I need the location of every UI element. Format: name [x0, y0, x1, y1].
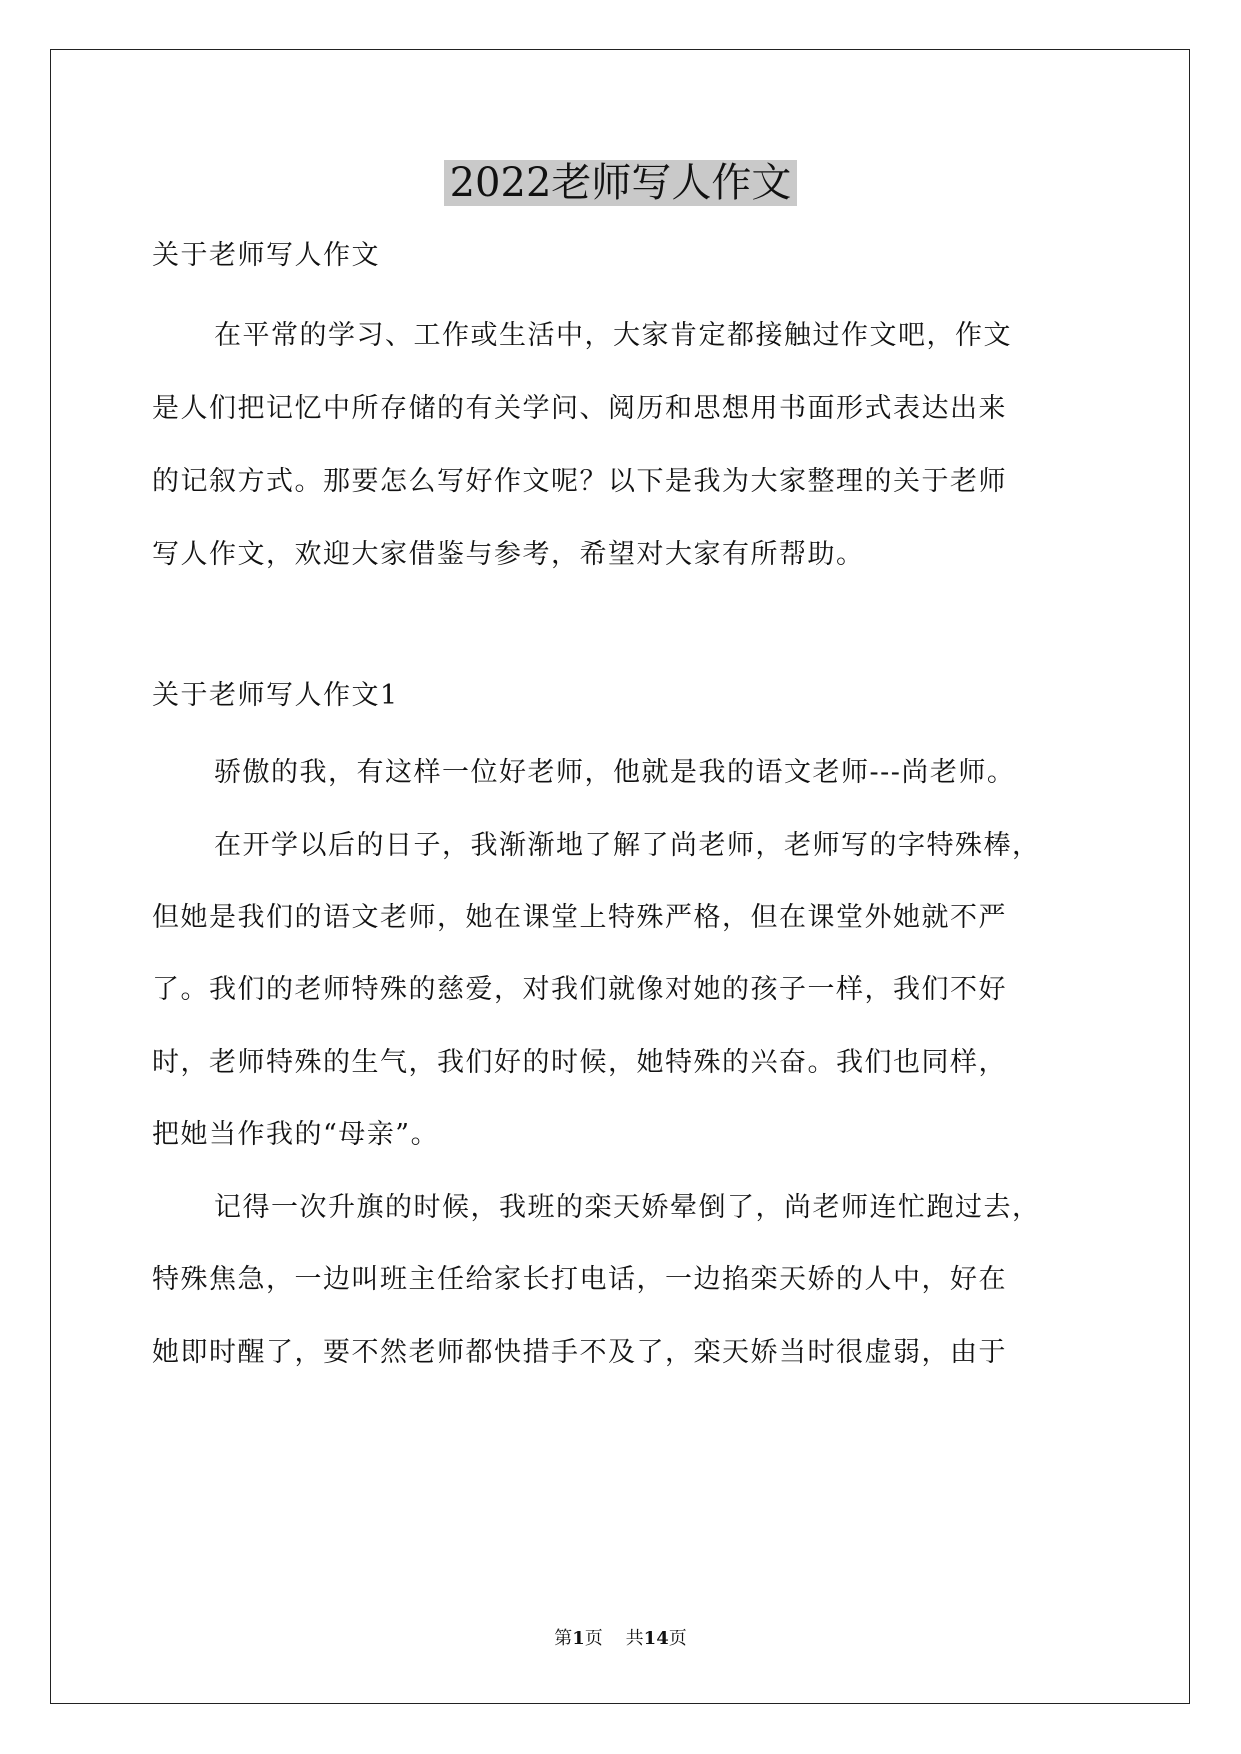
footer-prefix: 第 — [554, 1628, 573, 1649]
paragraph-line: 她即时醒了，要不然老师都快措手不及了，栾天娇当时很虚弱，由于 — [152, 1337, 1007, 1368]
section-heading: 关于老师写人作文1 — [152, 680, 399, 711]
paragraph-line: 记得一次升旗的时候，我班的栾天娇晕倒了，尚老师连忙跑过去， — [214, 1192, 1041, 1223]
footer-total-suffix: 页 — [668, 1628, 687, 1649]
footer-page-label: 页 — [584, 1628, 603, 1649]
document-title — [0, 155, 1241, 211]
paragraph-line: 时，老师特殊的生气，我们好的时候，她特殊的兴奋。我们也同样， — [152, 1047, 1007, 1078]
total-pages-number: 14 — [643, 1628, 669, 1649]
document-title-text: 2022老师写人作文 — [444, 160, 798, 206]
intro-line: 写人作文，欢迎大家借鉴与参考，希望对大家有所帮助。 — [152, 539, 865, 570]
paragraph-line: 了。我们的老师特殊的慈爱，对我们就像对她的孩子一样，我们不好 — [152, 974, 1007, 1005]
paragraph-line: 把她当作我的“母亲”。 — [152, 1119, 440, 1150]
paragraph-line: 在开学以后的日子，我渐渐地了解了尚老师，老师写的字特殊棒， — [214, 830, 1041, 861]
page-border — [50, 49, 1190, 1704]
subtitle: 关于老师写人作文 — [152, 240, 380, 271]
paragraph-line: 骄傲的我，有这样一位好老师，他就是我的语文老师---尚老师。 — [214, 757, 1016, 788]
intro-line: 是人们把记忆中所存储的有关学问、阅历和思想用书面形式表达出来 — [152, 393, 1007, 424]
paragraph-line: 但她是我们的语文老师，她在课堂上特殊严格，但在课堂外她就不严 — [152, 902, 1007, 933]
footer-total-prefix: 共 — [625, 1628, 644, 1649]
intro-line: 的记叙方式。那要怎么写好作文呢？以下是我为大家整理的关于老师 — [152, 466, 1007, 497]
page-footer — [0, 1627, 1241, 1651]
intro-line: 在平常的学习、工作或生活中，大家肯定都接触过作文吧，作文 — [214, 320, 1012, 351]
paragraph-line: 特殊焦急，一边叫班主任给家长打电话，一边掐栾天娇的人中，好在 — [152, 1264, 1007, 1295]
current-page-number: 1 — [572, 1628, 585, 1649]
